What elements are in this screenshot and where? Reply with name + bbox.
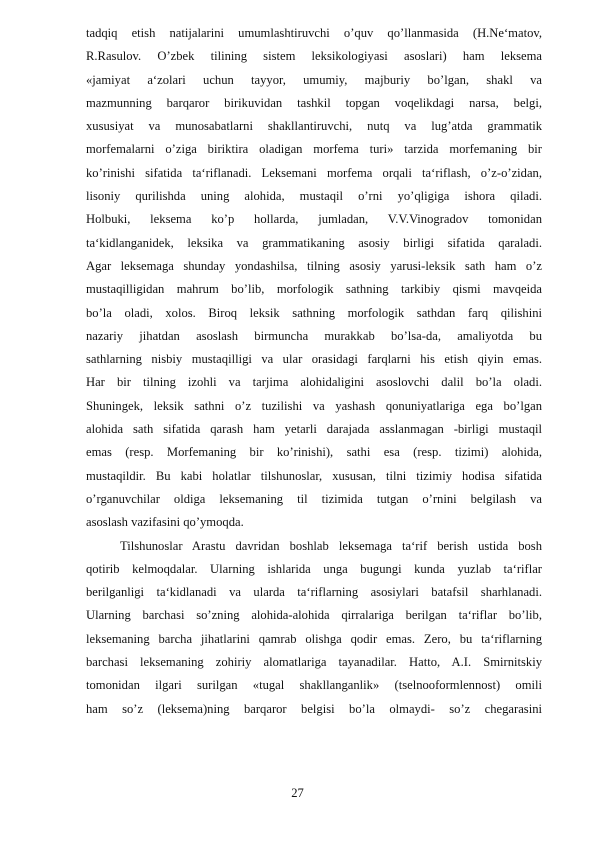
text-line: xususiyat va munosabatlarni shakllantiruvchi, nutq va lug’atda grammatik: [86, 119, 542, 134]
text-line: Ularning barchasi so’zning alohida-alohida qirralariga berilgan ta‘riflar bo’lib,: [86, 608, 542, 623]
text-line: sathlarning nisbiy mustaqilligi va ular orasidagi farqlarni his etish qiyin emas.: [86, 352, 542, 367]
text-line: Agar leksemaga shunday yondashilsa, tilning asosiy yarusi-leksik sath ham o’z: [86, 258, 542, 273]
text-line: ham so’z (leksema)ning barqaror belgisi bo’la olmaydi- so’z chegarasini: [86, 701, 542, 716]
text-line: emas (resp. Morfemaning bir ko’rinishi), sathi esa (resp. tizimi) alohida,: [86, 445, 542, 460]
text-line: mustaqilligidan mahrum bo’lib, morfologik sathning tarkibiy qismi mavqeida: [86, 282, 542, 297]
text-line: barchasi leksemaning zohiriy alomatlariga tayanadilar. Hatto, A.I. Smirnitskiy: [86, 655, 542, 670]
text-line: alohida sath sifatida qarash ham yetarli darajada asslanmagan -birligi mustaqil: [86, 422, 542, 437]
text-line: R.Rasulov. O’zbek tilining sistem leksikologiyasi asoslari) ham leksema: [86, 49, 542, 64]
page-number: 27: [291, 786, 304, 800]
paragraph-2: [86, 535, 542, 721]
text-line-first: Tilshunoslar Arastu davridan boshlab leksemaga ta‘rif berish ustida bosh: [120, 538, 542, 553]
text-line: mazmunning barqaror birikuvidan tashkil topgan voqelikdagi narsa, belgi,: [86, 95, 542, 110]
text-line: Holbuki, leksema ko’p hollarda, jumladan, V.V.Vinogradov tomonidan: [86, 212, 542, 227]
text-line: «jamiyat a‘zolari uchun tayyor, umumiy, majburiy bo’lgan, shakl va: [86, 72, 542, 87]
text-line: nazariy jihatdan asoslash birmuncha murakkab bo’lsa-da, amaliyotda bu: [86, 328, 542, 343]
text-line: leksemaning barcha jihatlarini qamrab olishga qodir emas. Zero, bu ta‘riflarning: [86, 631, 542, 646]
text-line: ta‘kidlanganidek, leksika va grammatikaning asosiy birligi sifatida qaraladi.: [86, 235, 542, 250]
document-body: [86, 22, 542, 721]
paragraph-1: [86, 22, 542, 535]
text-line: o’rganuvchilar oldiga leksemaning til tizimida tutgan o’rnini belgilash va: [86, 491, 542, 506]
text-line: morfemalarni o’ziga biriktira oladigan morfema turi» tarzida morfemaning bir: [86, 142, 542, 157]
text-line: tadqiq etish natijalarini umumlashtiruvchi o’quv qo’llanmasida (H.Ne‘matov,: [86, 26, 542, 40]
text-line: mustaqildir. Bu kabi holatlar tilshunoslar, xususan, tilni tizimiy hodisa sifatida: [86, 468, 542, 483]
text-line: tomonidan ilgari surilgan «tugal shakllanganlik» (tselnooformlennost) omili: [86, 678, 542, 693]
text-line: qotirib kelmoqdalar. Ularning ishlarida unga bugungi kunda yuzlab ta‘riflar: [86, 561, 542, 576]
text-line: Shuningek, leksik sathni o’z tuzilishi va yashash qonuniyatlariga ega bo’lgan: [86, 398, 542, 413]
text-line: berilganligi ta‘kidlanadi va ularda ta‘riflarning asosiylari batafsil sharhlanadi.: [86, 585, 542, 600]
text-line: bo’la oladi, xolos. Biroq leksik sathning morfologik sathdan farq qilishini: [86, 305, 542, 320]
text-line: Har bir tilning izohli va tarjima alohidaligini asoslovchi dalil bo’la oladi.: [86, 375, 542, 390]
text-line: lisoniy qurilishda uning alohida, mustaqil o’rni yo’qligiga ishora qiladi.: [86, 189, 542, 204]
text-line-last: asoslash vazifasini qo’ymoqda.: [86, 515, 244, 530]
text-line: ko’rinishi sifatida ta‘riflanadi. Leksemani morfema orqali ta‘riflash, o’z-o’zidan,: [86, 165, 542, 180]
